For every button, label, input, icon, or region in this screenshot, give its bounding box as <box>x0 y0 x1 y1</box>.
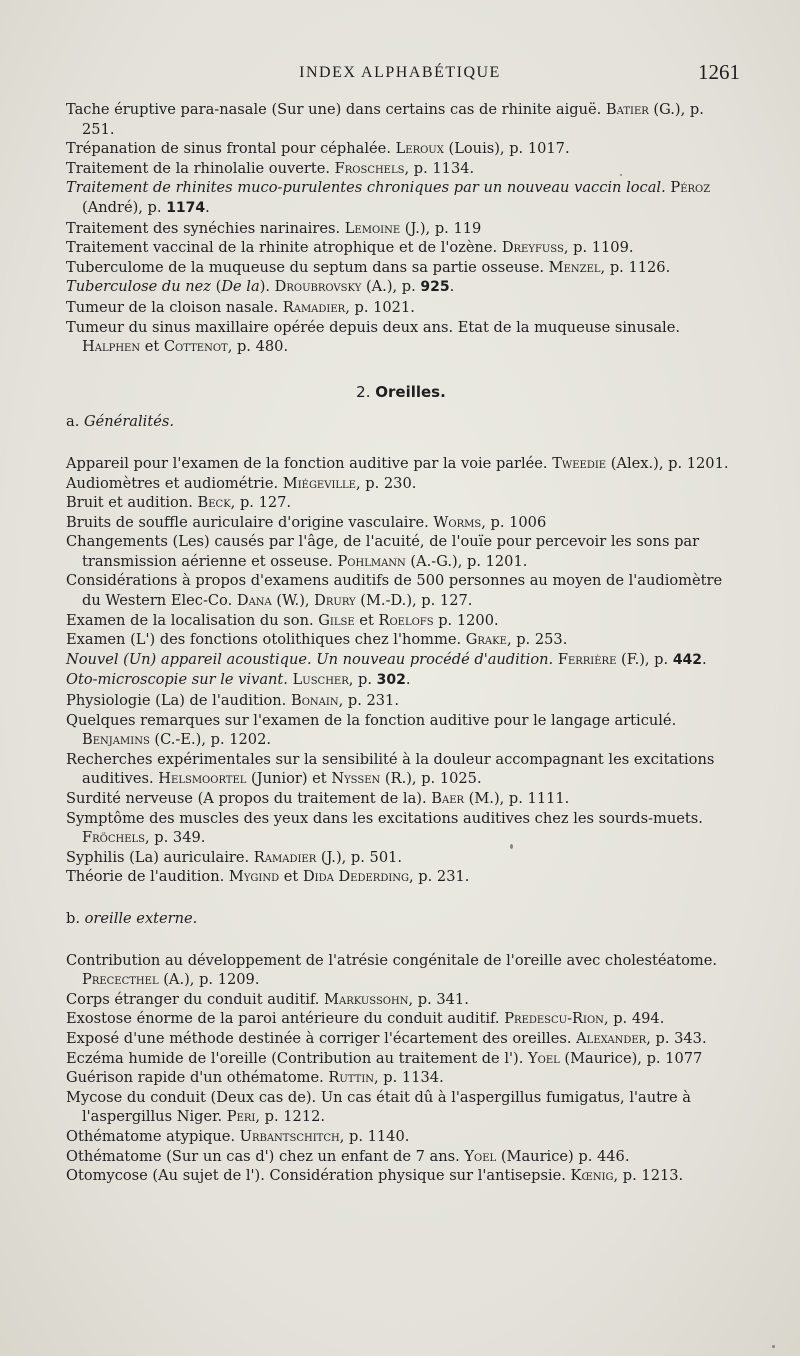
entry-text: Changements (Les) causés par l'âge, de l'acuité, de l'ouïe pour percevoir les sons par transmission aérienne et osseuse. <box>66 533 700 570</box>
entry-text: Recherches expérimentales sur la sensibilité à la douleur accompagnant les excitations auditives. <box>66 750 715 788</box>
paper-speck <box>510 844 513 849</box>
author-name: Fröchels <box>82 829 146 847</box>
entry-text: , p. 1213. <box>613 1167 684 1185</box>
index-entry <box>66 493 736 513</box>
entry-text: Trépanation de sinus frontal pour céphalée. <box>66 140 396 158</box>
index-entry <box>66 1166 736 1186</box>
index-entry <box>66 1068 736 1088</box>
entries-oreille-externe <box>66 951 736 1186</box>
index-entry <box>66 691 736 711</box>
entry-text: (J.), p. 501. <box>316 848 403 866</box>
entry-text: (Junior) et <box>246 770 332 788</box>
entry-text: , p. 1212. <box>255 1108 326 1126</box>
entry-text: et <box>354 611 379 629</box>
index-entry <box>66 1088 736 1127</box>
index-entry <box>66 238 736 258</box>
index-entry <box>66 951 736 990</box>
author-name: Batier <box>605 101 649 118</box>
index-entry <box>66 1049 736 1069</box>
entry-text: , p. 1134. <box>404 159 475 177</box>
paper-speck <box>772 1345 775 1348</box>
entry-text: Oto-microscopie sur le vivant. <box>66 671 288 689</box>
page-header <box>0 60 800 90</box>
author-name: Helsmoortel <box>158 770 247 788</box>
author-name: Pohlmann <box>337 552 406 570</box>
entry-text: (A.-G.), p. 1201. <box>405 552 528 570</box>
entry-text: (C.-E.), p. 1202. <box>149 731 272 749</box>
entry-text: Surdité nerveuse (A propos du traitement de la). <box>66 790 432 807</box>
index-entry <box>66 1009 736 1029</box>
author-name: Dreyfuss <box>501 239 564 257</box>
index-entry <box>66 513 736 533</box>
index-entry <box>66 277 736 298</box>
author-name: Drury <box>314 592 356 610</box>
entry-text: Contribution au développement de l'atrésie congénitale de l'oreille avec cholestéatome. <box>66 951 718 969</box>
author-name: Leroux <box>395 140 444 158</box>
page-ref: 1174 <box>166 199 206 216</box>
entry-text: De la <box>221 278 260 296</box>
index-entry <box>66 611 736 631</box>
author-name: Menzel <box>548 258 601 276</box>
entry-text: (M.), p. 1111. <box>464 790 570 807</box>
entry-text: Tache éruptive para-nasale (Sur une) dans certains cas de rhinite aiguë. <box>66 101 606 118</box>
author-name: Bonain <box>290 692 339 710</box>
entries-generalites <box>66 454 736 887</box>
index-entry <box>66 990 736 1010</box>
index-entry <box>66 100 736 139</box>
author-name: Miégeville <box>282 474 356 492</box>
index-entry <box>66 867 736 887</box>
entry-text: Bruit et audition. <box>66 494 198 512</box>
entry-text: , p. 480. <box>227 338 289 356</box>
entry-text: Examen (L') des fonctions otolithiques chez l'homme. <box>66 631 466 649</box>
author-name: Gilse <box>318 611 355 629</box>
entry-text: Othématome atypique. <box>66 1127 240 1145</box>
index-entry <box>66 670 736 691</box>
entry-text: , p. 231. <box>338 692 399 710</box>
index-entry <box>66 1127 736 1147</box>
entry-text: (F.), p. <box>616 650 673 668</box>
entry-text: Traitement de rhinites muco-purulentes chroniques par un nouveau vaccin local. <box>66 179 666 197</box>
index-entry <box>66 139 736 159</box>
author-name: Predescu-Rion <box>504 1010 604 1028</box>
index-entry <box>66 454 736 474</box>
entry-text: et <box>140 338 164 356</box>
index-entry <box>66 630 736 650</box>
entry-text: Exostose énorme de la paroi antérieure du conduit auditif. <box>66 1010 505 1028</box>
author-name: Baer <box>431 790 465 807</box>
index-entry <box>66 848 736 868</box>
entry-text: Otomycose (Au sujet de l'). Considération physique sur l'antisepsie. <box>66 1167 571 1185</box>
author-name: Halphen <box>82 338 141 356</box>
author-name: Ferrière <box>557 650 617 668</box>
entry-text: . <box>405 671 411 689</box>
page-ref: 442 <box>672 651 703 668</box>
index-entry <box>66 789 736 809</box>
entry-text: Guérison rapide d'un othématome. <box>66 1069 329 1087</box>
entry-text: (Louis), p. 1017. <box>443 140 570 158</box>
entry-text: Tuberculose du nez <box>66 278 211 296</box>
running-title: INDEX ALPHABÉTIQUE <box>299 64 501 81</box>
index-entry <box>66 159 736 179</box>
entry-text: , p. 1126. <box>600 258 671 276</box>
entry-text: ). <box>259 278 275 296</box>
entry-text: (G.), p. 251. <box>82 101 704 138</box>
entry-text: Audiomètres et audiométrie. <box>66 474 283 492</box>
subsection-heading-a <box>66 412 736 432</box>
entry-text: , p. 127. <box>230 494 292 512</box>
entry-text: Tumeur du sinus maxillaire opérée depuis deux ans. Etat de la muqueuse sinusale. <box>66 318 680 336</box>
entry-text: Physiologie (La) de l'audition. <box>66 692 291 710</box>
entry-text: . <box>449 278 455 296</box>
author-name: Markussohn <box>324 990 409 1008</box>
author-name: Beck <box>197 494 231 512</box>
entry-text: (André), p. <box>82 198 167 216</box>
index-entry <box>66 532 736 571</box>
entry-text: (W.), <box>271 592 315 610</box>
author-name: Urbantschitch <box>239 1127 340 1145</box>
entry-text: , p. 230. <box>355 474 417 492</box>
index-entry <box>66 219 736 239</box>
index-entry <box>66 650 736 671</box>
entry-text: , p. 341. <box>408 990 469 1008</box>
page-ref: 925 <box>420 279 450 296</box>
entry-text: Traitement de la rhinolalie ouverte. <box>66 159 335 177</box>
entry-text: (Maurice), p. 1077 <box>559 1049 703 1067</box>
entry-text: . <box>702 650 707 668</box>
entry-text: p. 1200. <box>433 611 499 629</box>
entry-text: Exposé d'une méthode destinée à corriger l'écartement des oreilles. <box>66 1029 577 1047</box>
entry-text: , p. 1109. <box>563 239 634 257</box>
subsection-title: Généralités. <box>83 413 174 431</box>
entry-text: et <box>279 868 303 886</box>
author-name: Lemoine <box>344 219 401 237</box>
author-name: Luscher <box>292 671 349 689</box>
index-body <box>66 100 736 1186</box>
index-entry <box>66 318 736 357</box>
entry-text: Bruits de souffle auriculaire d'origine vasculaire. <box>66 513 434 531</box>
author-name: Alexander <box>576 1029 647 1047</box>
page-number: 1261 <box>698 60 740 84</box>
paper-speck <box>620 174 622 176</box>
index-entry <box>66 750 736 789</box>
author-name: Ruttin <box>328 1069 375 1087</box>
author-name: Dida Dederding <box>302 868 410 886</box>
author-name: Prececthel <box>82 971 159 989</box>
section-heading <box>66 383 736 403</box>
entry-text: Quelques remarques sur l'examen de la fonction auditive pour le langage articulé. <box>66 711 677 729</box>
entry-text: Théorie de l'audition. <box>66 868 229 886</box>
entry-text: , p. 1134. <box>374 1069 444 1087</box>
index-entry <box>66 298 736 318</box>
entry-text: , p. 349. <box>145 829 206 847</box>
entry-text: Traitement vaccinal de la rhinite atrophique et de l'ozène. <box>66 239 502 257</box>
author-name: Péroz <box>670 179 711 197</box>
entry-text: , p. 1006 <box>481 513 547 531</box>
index-entry <box>66 1147 736 1167</box>
entry-text: , p. 253. <box>506 631 568 649</box>
entry-text: , p. <box>348 671 377 689</box>
entry-text: Examen de la localisation du son. <box>66 611 319 629</box>
author-name: Worms <box>433 513 482 531</box>
subsection-title: oreille externe. <box>84 909 198 927</box>
entry-text: (R.), p. 1025. <box>380 770 482 788</box>
entry-text: Appareil pour l'examen de la fonction auditive par la voie parlée. <box>66 454 553 472</box>
author-name: Ramadier <box>253 848 317 866</box>
entries-rhinology-continued <box>66 100 736 357</box>
entry-text: Mycose du conduit (Deux cas de). Un cas était dû à l'aspergillus fumigatus, l'autre à l'aspergillus Niger. <box>66 1088 691 1126</box>
page-ref: 302 <box>376 672 406 689</box>
subsection-heading-b <box>66 909 736 929</box>
section-title: Oreilles. <box>375 382 446 401</box>
entry-text: Syphilis (La) auriculaire. <box>66 848 254 866</box>
index-entry <box>66 711 736 750</box>
entry-text: (Alex.), p. 1201. <box>606 454 729 472</box>
author-name: Nyssen <box>331 770 381 788</box>
entry-text: (Maurice) p. 446. <box>496 1147 630 1165</box>
entry-text: (J.), p. 119 <box>400 219 482 237</box>
entry-text: , p. 231. <box>409 868 470 886</box>
author-name: Peri <box>226 1108 256 1126</box>
author-name: Froschels <box>334 159 405 177</box>
entry-text: . <box>205 198 210 216</box>
entry-text: (M.-D.), p. 127. <box>355 592 473 610</box>
author-name: Benjamins <box>82 731 150 749</box>
author-name: Tweedie <box>552 454 607 472</box>
author-name: Ramadier <box>282 298 346 316</box>
author-name: Droubrovsky <box>274 278 362 296</box>
entry-text: Nouvel (Un) appareil acoustique. Un nouveau procédé d'audition. <box>66 650 554 668</box>
author-name: Roelofs <box>378 611 434 629</box>
section-number: 2. <box>356 382 371 401</box>
author-name: Yoel <box>464 1147 497 1165</box>
entry-text: Traitement des synéchies narinaires. <box>66 219 345 237</box>
author-name: Cottenot <box>163 338 228 356</box>
entry-text: Considérations à propos d'examens auditifs de 500 personnes au moyen de l'audiomètre du Western Elec-Co. <box>66 572 723 610</box>
entry-text: , p. 343. <box>646 1029 707 1047</box>
subsection-letter: a. <box>66 413 80 431</box>
index-entry <box>66 1029 736 1049</box>
entry-text: Corps étranger du conduit auditif. <box>66 990 325 1008</box>
index-entry <box>66 258 736 278</box>
entry-text: , p. 1140. <box>339 1127 410 1145</box>
author-name: Grake <box>465 631 507 649</box>
author-name: Yoel <box>527 1049 560 1067</box>
subsection-letter: b. <box>66 909 80 927</box>
author-name: Mygind <box>228 868 280 886</box>
author-name: Dana <box>236 592 272 610</box>
entry-text: Symptôme des muscles des yeux dans les excitations auditives chez les sourds-muets. <box>66 809 703 827</box>
entry-text: (A.), p. <box>361 278 421 296</box>
entry-text: , p. 1021. <box>345 298 415 316</box>
author-name: Kœnig <box>570 1167 614 1185</box>
index-entry <box>66 474 736 494</box>
index-entry <box>66 178 736 218</box>
index-entry <box>66 809 736 848</box>
entry-text: (A.), p. 1209. <box>158 971 260 989</box>
entry-text: Tumeur de la cloison nasale. <box>66 298 283 316</box>
entry-text: ( <box>210 278 222 296</box>
entry-text: , p. 494. <box>603 1010 665 1028</box>
entry-text: Tuberculome de la muqueuse du septum dans sa partie osseuse. <box>66 258 549 276</box>
entry-text: Othématome (Sur un cas d') chez un enfant de 7 ans. <box>66 1147 465 1165</box>
index-entry <box>66 571 736 610</box>
entry-text: Eczéma humide de l'oreille (Contribution au traitement de l'). <box>66 1049 528 1067</box>
